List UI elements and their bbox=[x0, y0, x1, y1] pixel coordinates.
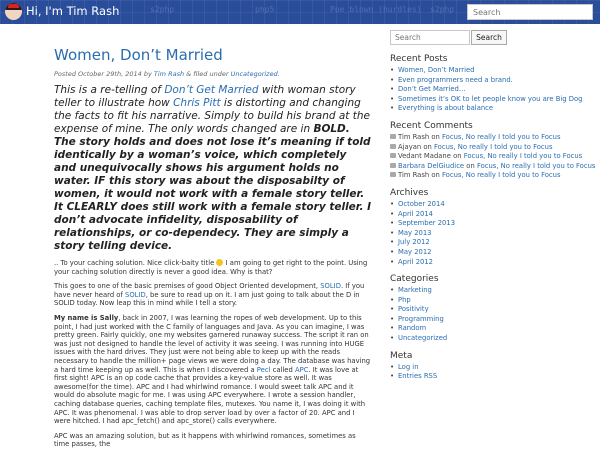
solid-link[interactable]: SOLID bbox=[125, 290, 146, 299]
comment-on: on bbox=[423, 142, 432, 151]
comment-on: on bbox=[431, 132, 440, 141]
category-link[interactable]: Php bbox=[398, 295, 411, 304]
list-item bbox=[390, 104, 600, 113]
comment-author: Vedant Madane bbox=[398, 152, 451, 161]
comment-author: Tim Rash bbox=[398, 132, 430, 141]
list-item bbox=[390, 210, 600, 219]
comment-icon bbox=[390, 134, 396, 139]
list-item bbox=[390, 286, 600, 295]
archive-link[interactable]: May 2013 bbox=[398, 228, 432, 237]
comment-post-link[interactable]: Focus, No really I told you to Focus bbox=[434, 142, 553, 151]
para-text: . It was love at first sight! APC is an op code cache that provides a key-value store as well. It was awesome(for the time). APC and I had whirlwind romance. I would sweet talk APC and it would do absolute magic for me. I was using APC everywhere. I wrote a session handler, caching database queries, caching template files, mutexes. You name it, I was doing it with APC. It was phenomenal. I was able to drop server load by over a factor of 20. APC and I were hitched. I had apc_fetch() and apc_store() calls everywhere. bbox=[54, 365, 366, 426]
sidebar-search bbox=[390, 30, 600, 46]
list-item bbox=[390, 334, 600, 343]
list-item bbox=[390, 66, 600, 75]
comment-post-link[interactable]: Focus, No really I told you to Focus bbox=[476, 161, 596, 170]
list-item bbox=[390, 76, 600, 85]
list-item bbox=[390, 229, 600, 238]
meta-date: October 29th, 2014 bbox=[78, 70, 142, 78]
login-link[interactable]: Log in bbox=[398, 362, 419, 371]
list-item bbox=[390, 152, 600, 161]
post-meta bbox=[54, 70, 372, 78]
header-search-input[interactable] bbox=[467, 4, 593, 20]
recent-post-link[interactable]: Don’t Get Married… bbox=[398, 85, 466, 94]
pecl-link[interactable]: Pecl bbox=[256, 365, 271, 374]
list-item bbox=[390, 296, 600, 305]
avatar-cap bbox=[8, 4, 19, 8]
header-ghost-text: s2php bbox=[150, 5, 175, 14]
sidebar-search-input[interactable] bbox=[390, 30, 470, 45]
header-ghost-text: s2php bbox=[430, 5, 455, 14]
meta-posted-label: Posted bbox=[54, 70, 76, 78]
meta-widget bbox=[390, 351, 600, 381]
post-content bbox=[54, 38, 372, 455]
para-text: This goes to one of the basic premises of good Object Oriented development, bbox=[54, 282, 321, 291]
lead-text: with woman story teller to illustrate how bbox=[54, 84, 356, 109]
apc-link[interactable]: APC bbox=[294, 365, 309, 374]
archive-link[interactable]: July 2012 bbox=[398, 238, 430, 247]
comment-author[interactable]: Barbara DelGiudice bbox=[398, 161, 465, 170]
widget-title: Meta bbox=[390, 350, 413, 361]
dont-get-married-link[interactable]: Don’t Get Married bbox=[164, 84, 259, 96]
post-lead bbox=[54, 84, 372, 253]
list-item bbox=[390, 133, 600, 142]
comment-on: on bbox=[453, 152, 462, 161]
category-link[interactable]: Uncategorized bbox=[398, 334, 448, 343]
categories-widget bbox=[390, 274, 600, 343]
comment-on: on bbox=[466, 161, 475, 170]
archive-link[interactable]: September 2013 bbox=[398, 219, 456, 228]
recent-post-link[interactable]: Even programmers need a brand. bbox=[398, 75, 513, 84]
comment-icon bbox=[390, 172, 396, 177]
comment-post-link[interactable]: Focus, No really I told you to Focus bbox=[463, 152, 583, 161]
list-item bbox=[390, 85, 600, 94]
widget-title: Categories bbox=[390, 274, 439, 285]
list-item bbox=[390, 143, 600, 152]
list-item bbox=[390, 305, 600, 314]
header-ghost-text: Poe blown (hurdles) bbox=[330, 5, 422, 14]
list-item bbox=[390, 219, 600, 228]
para-text: called bbox=[270, 365, 295, 374]
post-paragraph bbox=[54, 314, 372, 426]
recent-posts-widget bbox=[390, 54, 600, 113]
meta-by-label: by bbox=[143, 70, 152, 78]
recent-post-link[interactable]: Women, Don’t Married bbox=[398, 66, 475, 74]
list-item bbox=[390, 171, 600, 180]
recent-post-link[interactable]: Sometimes it’s OK to let people know you are Big Dog bbox=[398, 94, 583, 103]
chris-pitt-link[interactable]: Chris Pitt bbox=[173, 97, 221, 109]
meta-end: . bbox=[277, 70, 280, 78]
recent-comments-widget bbox=[390, 121, 600, 180]
widget-title: Archives bbox=[390, 187, 429, 198]
list-item bbox=[390, 248, 600, 257]
lead-text: This is a re-telling of bbox=[54, 84, 165, 96]
site-header bbox=[0, 0, 600, 24]
para-text: , be sure to read up on it. I am just going to talk about the D in SOLID today. Now leap this in mind while I tell a story. bbox=[54, 290, 360, 308]
archive-link[interactable]: April 2014 bbox=[398, 209, 433, 218]
comment-icon bbox=[390, 144, 396, 149]
list-item bbox=[390, 238, 600, 247]
widget-title: Recent Posts bbox=[390, 54, 448, 64]
list-item bbox=[390, 95, 600, 104]
comment-post-link[interactable]: Focus, No really I told you to Focus bbox=[442, 132, 561, 141]
meta-category-link[interactable]: Uncategorized bbox=[230, 70, 278, 78]
archive-link[interactable]: October 2014 bbox=[398, 199, 445, 208]
header-ghost-text: php5 bbox=[255, 5, 275, 14]
comment-on: on bbox=[431, 171, 440, 180]
comment-icon bbox=[390, 163, 396, 168]
avatar[interactable] bbox=[5, 3, 22, 20]
para-text: . If you have never heard of bbox=[54, 282, 365, 299]
para-text: .. To your caching solution. Nice click-baity title bbox=[54, 259, 217, 267]
para-text: , back in 2007, I was learning the ropes of web development. Up to this point, I had just worked with the C family of languages and Java. As you can imagine, I was pretty green. Fairly quickly, one my websites garnered runaway success. The script it ran on was just not designed to handle the level of activity it was seeing. I was running into HUGE issues with the hard drives. They just were not being able to keep up with the reads necessary to handle the million+ page views we were doing a day. The database was having a hard time keeping up as well. This is when I discovered a bbox=[54, 313, 371, 374]
para-text: APC was an amazing solution, but as it happens with whirlwind romances, sometimes as time passes, the bbox=[54, 431, 356, 449]
site-title[interactable]: Hi, I'm Tim Rash bbox=[26, 4, 120, 18]
comment-author: Ajayan bbox=[398, 142, 422, 151]
lead-bold-text: BOLD. The story holds and does not lose it’s meaning if told identically by a woman’s voice, which completely and unequivocally shows his argument holds no water. IF this story was about the disposabilty of women, it would not work with a female story teller. It CLEARLY does still work with a female story teller. I don’t advocate infidelity, disposability of relationships, or co-dependecy. They are simply a story telling device. bbox=[54, 123, 372, 252]
category-link[interactable]: Positivity bbox=[398, 305, 429, 314]
list-item bbox=[390, 363, 600, 372]
rss-link[interactable]: Entries RSS bbox=[398, 372, 438, 381]
para-bold-text: My name is Sally bbox=[54, 313, 119, 322]
post-paragraph bbox=[54, 432, 372, 449]
category-link[interactable]: Random bbox=[398, 324, 427, 333]
list-item bbox=[390, 162, 600, 171]
archives-widget bbox=[390, 188, 600, 266]
meta-filed-label: & filed under bbox=[186, 70, 229, 78]
comment-icon bbox=[390, 153, 396, 158]
category-link[interactable]: Programming bbox=[398, 314, 444, 323]
category-link[interactable]: Marketing bbox=[398, 286, 432, 295]
list-item bbox=[390, 315, 600, 324]
comment-author: Tim Rash bbox=[398, 171, 430, 180]
sidebar bbox=[390, 30, 600, 382]
list-item bbox=[390, 258, 600, 267]
lead-text: is distorting and changing the facts to fit his narrative. Simply to build his brand at the expense of mine. The only words changed are in bbox=[54, 97, 370, 135]
post-title[interactable]: Women, Don’t Married bbox=[54, 46, 223, 64]
post-paragraph bbox=[54, 282, 372, 308]
list-item bbox=[390, 200, 600, 209]
solid-link[interactable]: SOLID bbox=[320, 282, 341, 291]
recent-post-link[interactable]: Everything is about balance bbox=[398, 104, 494, 113]
widget-title: Recent Comments bbox=[390, 120, 473, 131]
comment-post-link[interactable]: Focus, No really I told you to Focus bbox=[442, 171, 561, 180]
list-item bbox=[390, 324, 600, 333]
sidebar-search-button[interactable]: Search bbox=[471, 30, 507, 45]
meta-author-link[interactable]: Tim Rash bbox=[153, 70, 185, 78]
list-item bbox=[390, 372, 600, 381]
archive-link[interactable]: May 2012 bbox=[398, 247, 432, 256]
post-paragraph bbox=[54, 259, 372, 276]
para-text: I am going to get right to the point. Using your caching solution directly is never a good idea. Why is that? bbox=[54, 259, 368, 276]
archive-link[interactable]: April 2012 bbox=[398, 257, 433, 266]
